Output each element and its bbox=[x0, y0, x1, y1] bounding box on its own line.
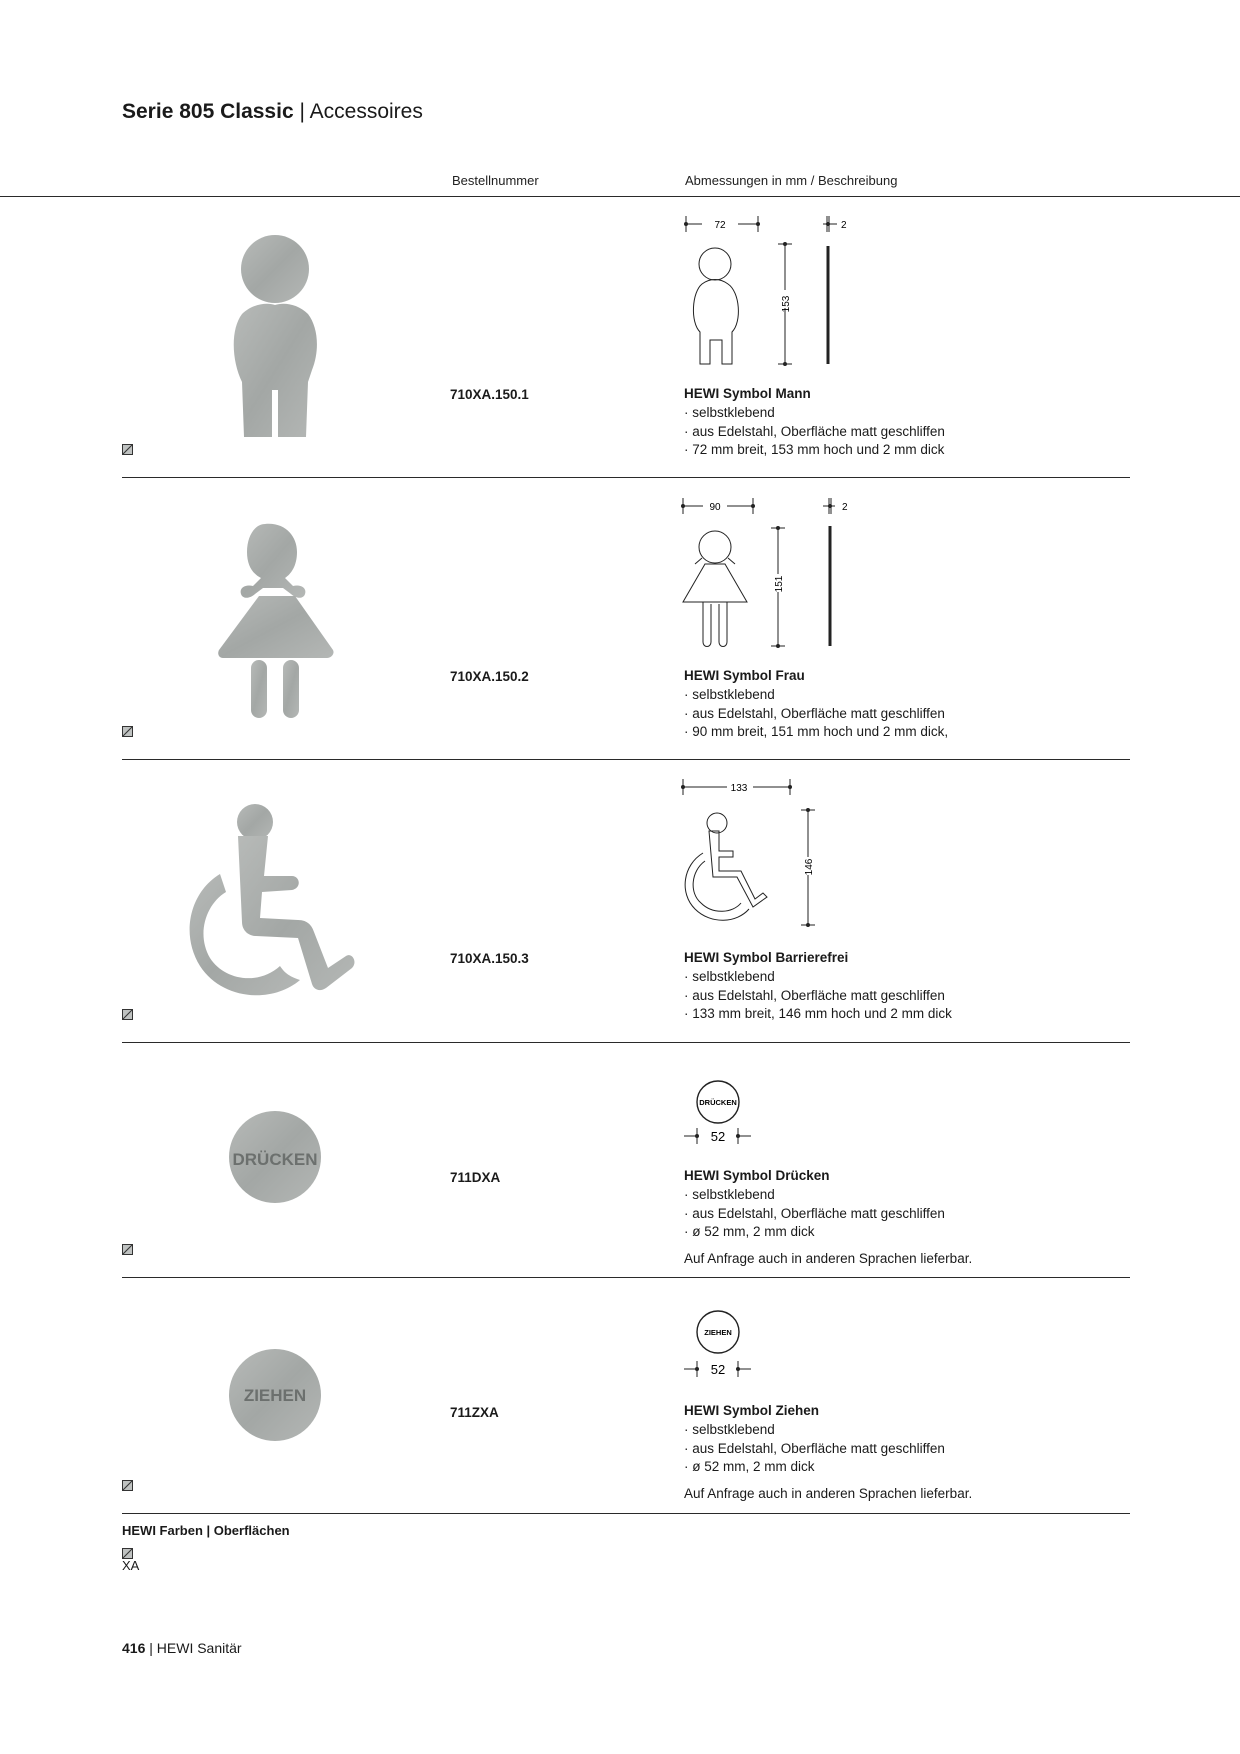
feature-line: · aus Edelstahl, Oberfläche matt geschliffen bbox=[684, 705, 945, 721]
dimension-drawing-wheelchair bbox=[675, 775, 825, 935]
feature-line: · ø 52 mm, 2 mm dick bbox=[684, 1224, 815, 1240]
product-description bbox=[684, 385, 945, 460]
feature-line: · aus Edelstahl, Oberfläche matt geschliffen bbox=[684, 987, 945, 1003]
dim-width-label: 133 bbox=[730, 783, 748, 794]
product-photo-woman bbox=[215, 520, 340, 720]
product-description bbox=[684, 949, 952, 1024]
column-header-order: Bestellnummer bbox=[452, 173, 539, 188]
dim-height-label: 151 bbox=[774, 575, 785, 593]
order-number: 711ZXA bbox=[450, 1405, 499, 1420]
order-number: 710XA.150.2 bbox=[450, 669, 529, 684]
feature-line: · selbstklebend bbox=[684, 686, 775, 702]
product-name: HEWI Symbol Barrierefrei bbox=[684, 950, 849, 965]
product-description bbox=[684, 1402, 972, 1504]
product-name: HEWI Symbol Frau bbox=[684, 668, 805, 683]
feature-line: · aus Edelstahl, Oberfläche matt geschliffen bbox=[684, 1205, 945, 1221]
dimension-drawing-pull bbox=[680, 1310, 780, 1380]
push-diagram-text: DRÜCKEN bbox=[699, 1098, 737, 1107]
finish-swatch-icon bbox=[122, 1480, 133, 1491]
color-legend bbox=[122, 1523, 290, 1573]
pull-plate-text: ZIEHEN bbox=[243, 1386, 307, 1405]
page-number: 416 bbox=[122, 1640, 146, 1656]
availability-note: Auf Anfrage auch in anderen Sprachen lieferbar. bbox=[684, 1486, 973, 1502]
feature-line: · selbstklebend bbox=[684, 1421, 775, 1437]
dim-height-label: 146 bbox=[804, 858, 815, 876]
dimension-drawing-push bbox=[680, 1078, 780, 1148]
legend-code: XA bbox=[122, 1558, 140, 1573]
page-title bbox=[122, 100, 423, 124]
dimension-drawing-woman bbox=[675, 492, 855, 652]
product-name: HEWI Symbol Mann bbox=[684, 386, 811, 401]
feature-line: · selbstklebend bbox=[684, 404, 775, 420]
category-name: Accessoires bbox=[309, 100, 423, 123]
finish-swatch-icon bbox=[122, 1548, 133, 1559]
dim-diameter-label: 52 bbox=[710, 1129, 726, 1144]
dim-width-label: 72 bbox=[714, 220, 726, 231]
header-rule bbox=[0, 196, 1240, 197]
footer-separator: | bbox=[149, 1640, 153, 1656]
dim-thickness-label: 2 bbox=[842, 502, 848, 513]
order-number: 710XA.150.3 bbox=[450, 951, 529, 966]
page-footer bbox=[122, 1640, 242, 1656]
product-name: HEWI Symbol Ziehen bbox=[684, 1403, 820, 1418]
feature-line: · selbstklebend bbox=[684, 968, 775, 984]
order-number: 711DXA bbox=[450, 1170, 501, 1185]
footer-brand: HEWI Sanitär bbox=[156, 1640, 242, 1656]
row-divider bbox=[122, 477, 1130, 478]
title-separator: | bbox=[299, 100, 305, 123]
feature-line: · 133 mm breit, 146 mm hoch und 2 mm dick bbox=[684, 1006, 952, 1022]
dim-thickness-label: 2 bbox=[841, 220, 847, 231]
row-divider bbox=[122, 759, 1130, 760]
finish-swatch-icon bbox=[122, 444, 133, 455]
push-plate-text: DRÜCKEN bbox=[232, 1150, 318, 1169]
dim-diameter-label: 52 bbox=[710, 1362, 726, 1377]
feature-line: · ø 52 mm, 2 mm dick bbox=[684, 1459, 815, 1475]
finish-swatch-icon bbox=[122, 1009, 133, 1020]
dim-height-label: 153 bbox=[781, 295, 792, 313]
product-description bbox=[684, 667, 948, 742]
legend-heading: HEWI Farben | Oberflächen bbox=[122, 1523, 290, 1538]
feature-line: · aus Edelstahl, Oberfläche matt geschliffen bbox=[684, 1440, 945, 1456]
product-description bbox=[684, 1167, 972, 1269]
row-divider bbox=[122, 1277, 1130, 1278]
product-photo-pull-plate bbox=[228, 1348, 322, 1442]
availability-note: Auf Anfrage auch in anderen Sprachen lieferbar. bbox=[684, 1251, 973, 1267]
pull-diagram-text: ZIEHEN bbox=[704, 1328, 732, 1337]
dimension-drawing-man bbox=[680, 212, 860, 372]
feature-line: · 90 mm breit, 151 mm hoch und 2 mm dick, bbox=[684, 724, 949, 740]
finish-swatch-icon bbox=[122, 1244, 133, 1255]
dim-width-label: 90 bbox=[709, 502, 721, 513]
product-name: HEWI Symbol Drücken bbox=[684, 1168, 830, 1183]
series-name: Serie 805 Classic bbox=[122, 100, 294, 123]
order-number: 710XA.150.1 bbox=[450, 387, 529, 402]
column-header-dimensions: Abmessungen in mm / Beschreibung bbox=[685, 173, 898, 188]
finish-swatch-icon bbox=[122, 726, 133, 737]
row-divider bbox=[122, 1513, 1130, 1514]
product-photo-man bbox=[222, 232, 322, 440]
feature-line: · 72 mm breit, 153 mm hoch und 2 mm dick bbox=[684, 442, 945, 458]
product-photo-wheelchair bbox=[180, 800, 380, 1000]
feature-line: · aus Edelstahl, Oberfläche matt geschliffen bbox=[684, 423, 945, 439]
row-divider bbox=[122, 1042, 1130, 1043]
feature-line: · selbstklebend bbox=[684, 1186, 775, 1202]
product-photo-push-plate bbox=[228, 1110, 322, 1204]
